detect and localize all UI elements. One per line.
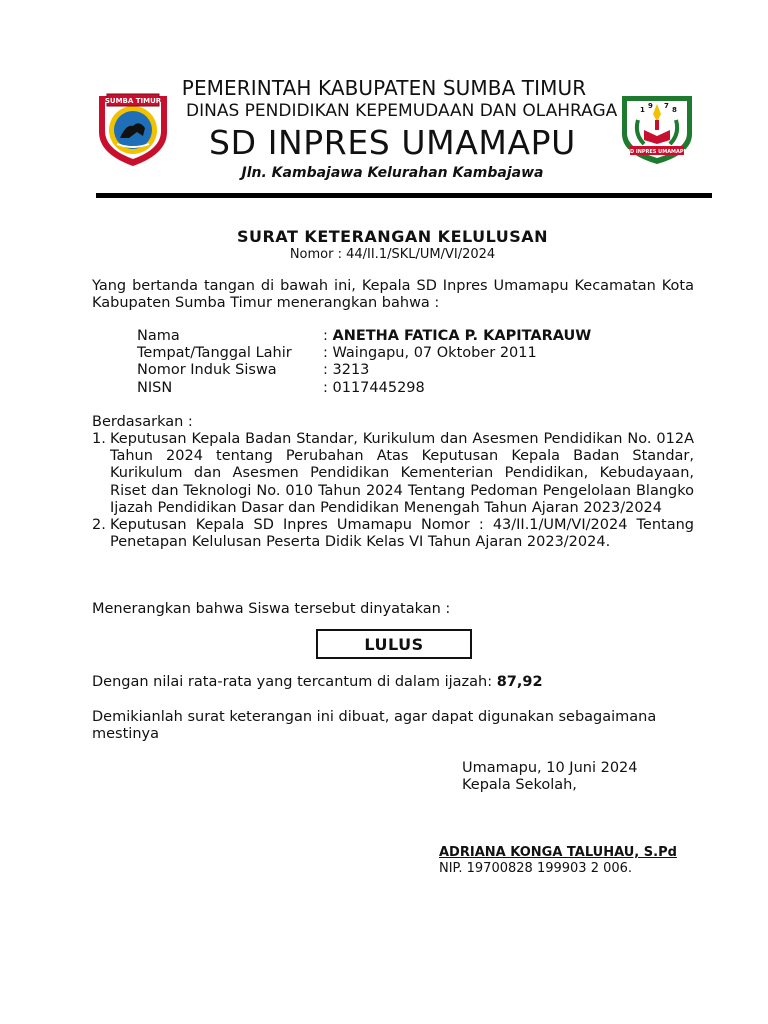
list-item [92, 517, 694, 551]
list-number: 2. [92, 517, 106, 534]
identity-label: Nama [137, 328, 180, 344]
identity-value: : Waingapu, 07 Oktober 2011 [323, 345, 537, 362]
result-box [316, 629, 472, 659]
signer-position: Kepala Sekolah, [462, 777, 577, 794]
emblem-ribbon-text: SD INPRES UMAMAPU [626, 149, 688, 155]
grade-text: Dengan nilai rata-rata yang tercantum di dalam ijazah: [92, 674, 497, 690]
identity-label: Tempat/Tanggal Lahir [137, 345, 292, 362]
emblem-year-digit: 1 [640, 106, 645, 114]
signature-block [462, 760, 638, 794]
school-address: Jln. Kambajawa Kelurahan Kambajawa [241, 165, 544, 181]
identity-row-nis [137, 362, 591, 379]
identity-value: : 3213 [323, 362, 370, 379]
list-text: Keputusan Kepala SD Inpres Umamapu Nomor : 43/II.1/UM/VI/2024 Tentang Penetapan Kelulusan Peserta Didik Kelas VI Tahun Ajaran 2023/2024. [110, 517, 694, 551]
government-heading: PEMERINTAH KABUPATEN SUMBA TIMUR [181, 76, 587, 100]
department-heading: DINAS PENDIDIKAN KEPEMUDAAN DAN OLAHRAGA [186, 101, 618, 121]
school-name: SD INPRES UMAMAPU [209, 123, 576, 162]
result-label: LULUS [364, 634, 424, 654]
signer-nip: NIP. 19700828 199903 2 006. [439, 860, 633, 876]
grade-line [92, 674, 694, 691]
declaration-text: Menerangkan bahwa Siswa tersebut dinyatakan : [92, 601, 451, 617]
student-name: ANETHA FATICA P. KAPITARAUW [332, 328, 592, 344]
emblem-year-digit: 7 [664, 102, 669, 110]
basis-heading: Berdasarkan : [92, 414, 193, 430]
document-number: Nomor : 44/II.1/SKL/UM/VI/2024 [289, 247, 496, 262]
identity-value: : 0117445298 [323, 379, 425, 396]
identity-row-nisn [137, 380, 591, 397]
identity-label: NISN [137, 379, 173, 396]
emblem-year-digit: 9 [648, 102, 653, 110]
list-text: Keputusan Kepala Badan Standar, Kurikulum dan Asesmen Pendidikan No. 012A Tahun 2024 tentang Perubahan Atas Keputusan Kepala Badan Standar, Kurikulum dan Asesmen Pendidikan Kementerian Pendidikan, Kebudayaan, Riset dan Teknologi No. 010 Tahun 2024 Tentang Pedoman Pengelolaan Blangko Ijazah Pendidikan Dasar dan Pendidikan Menengah Tahun Ajaran 2023/2024 [110, 431, 694, 516]
list-number: 1. [92, 431, 106, 447]
signer-block [418, 845, 678, 876]
grade-value: 87,92 [496, 674, 543, 690]
list-item [92, 431, 694, 517]
emblem-ribbon-text: SUMBA TIMUR [104, 97, 162, 105]
intro-paragraph: Yang bertanda tangan di bawah ini, Kepala SD Inpres Umamapu Kecamatan Kota Kabupaten Sumba Timur menerangkan bahwa : [92, 278, 694, 312]
student-identity [137, 328, 591, 397]
emblem-year-digit: 8 [672, 106, 677, 114]
closing-paragraph: Demikianlah surat keterangan ini dibuat, agar dapat digunakan sebagaimana mestinya [92, 709, 657, 743]
signer-name: ADRIANA KONGA TALUHAU, S.Pd [439, 845, 677, 860]
identity-label: Nomor Induk Siswa [137, 362, 277, 379]
identity-row-name [137, 328, 591, 345]
identity-value: : ANETHA FATICA P. KAPITARAUW [323, 328, 592, 344]
letterhead-divider [96, 193, 712, 198]
document-title: SURAT KETERANGAN KELULUSAN [236, 227, 549, 246]
place-date: Umamapu, 10 Juni 2024 [462, 760, 638, 776]
basis-list [92, 431, 694, 551]
identity-row-birth [137, 345, 591, 362]
